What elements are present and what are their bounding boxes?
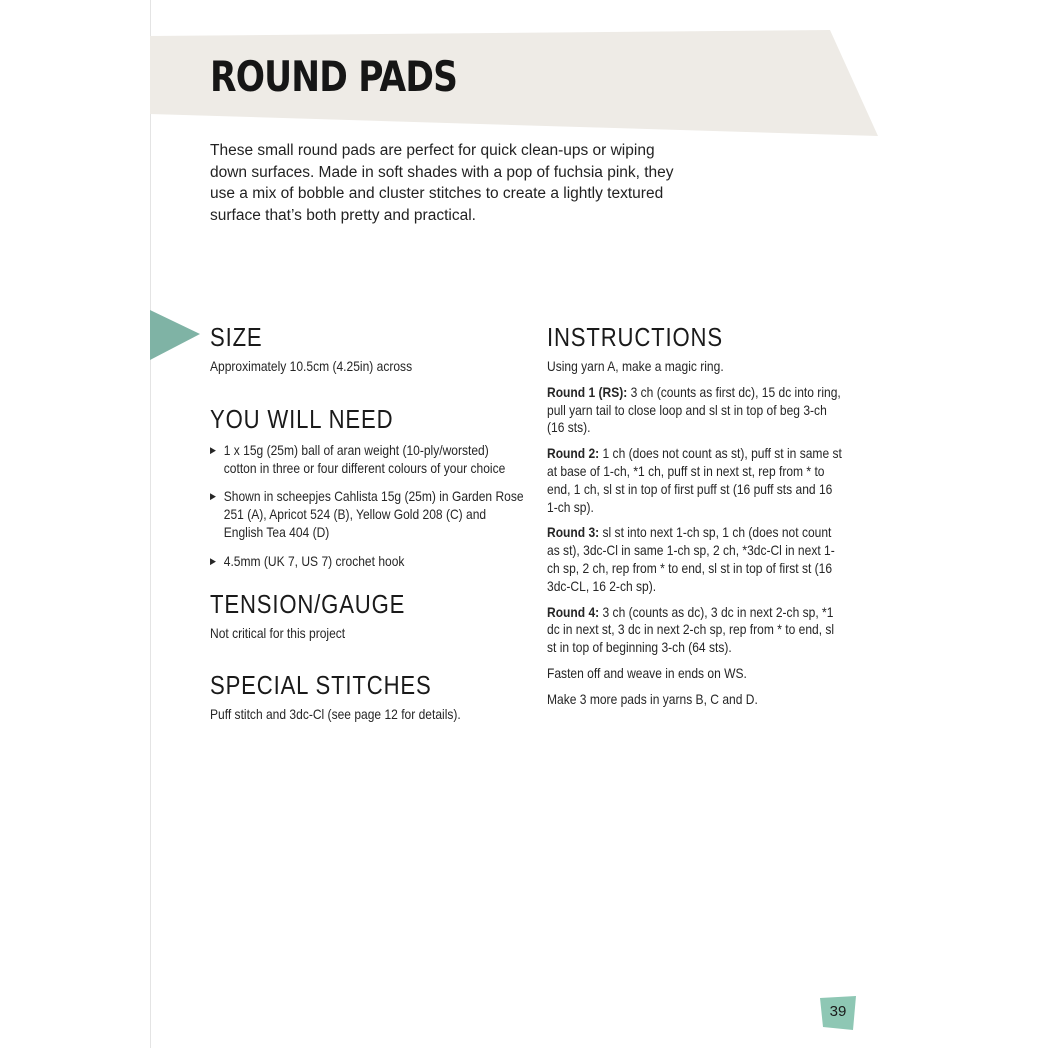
page-title: ROUND PADS [210, 52, 458, 101]
tension-heading: TENSION/GAUGE [210, 588, 406, 619]
tension-section [210, 587, 525, 643]
round-4 [547, 604, 846, 657]
instructions-heading: INSTRUCTIONS [547, 322, 723, 352]
round-label: Round 4: [547, 603, 600, 620]
right-column [547, 320, 847, 717]
special-stitches-section [210, 668, 525, 724]
size-heading: SIZE [210, 322, 263, 352]
round-label: Round 2: [547, 445, 600, 462]
round-3 [547, 524, 846, 595]
special-stitches-text: Puff stitch and 3dc-Cl (see page 12 for details). [210, 706, 461, 723]
page-number: 39 [829, 1003, 847, 1020]
left-column [210, 320, 525, 740]
instructions-intro: Using yarn A, make a magic ring. [547, 358, 724, 374]
needs-list [210, 442, 524, 571]
special-stitches-heading: SPECIAL STITCHES [210, 670, 432, 701]
round-text: 1 ch (does not count as st), puff st in same st at base of 1-ch, *1 ch, puff st in next st, rep from * to end, 1 ch, sl st in top of first puff st (16 puff sts and 16 1-ch sp). [547, 445, 842, 515]
bullet-icon: ▶ [210, 491, 216, 502]
need-item-text: 4.5mm (UK 7, US 7) crochet hook [223, 552, 405, 569]
size-text: Approximately 10.5cm (4.25in) across [210, 358, 413, 374]
you-will-need-section [210, 402, 525, 571]
fasten-off-text: Fasten off and weave in ends on WS. [547, 664, 747, 681]
list-item [210, 488, 524, 541]
need-item-text: Shown in scheepjes Cahlista 15g (25m) in Garden Rose 251 (A), Apricot 524 (B), Yellow Gold 208 (C) and English Tea 404 (D) [223, 488, 524, 540]
size-section [210, 320, 525, 376]
round-label: Round 3: [547, 524, 600, 541]
round-2 [547, 445, 846, 516]
list-item [210, 553, 524, 571]
more-pads-text: Make 3 more pads in yarns B, C and D. [547, 690, 758, 707]
intro-paragraph: These small round pads are perfect for quick clean-ups or wiping down surfaces. Made in soft shades with a pop of fuchsia pink, they use a mix of bobble and cluster stitches to create a lightly textured surface that’s both pretty and practical. [210, 142, 674, 224]
round-text: sl st into next 1-ch sp, 1 ch (does not count as st), 3dc-Cl in same 1-ch sp, 2 ch, *3dc-Cl in next 1-ch sp, 2 ch, rep from * to end, sl st in top of first st (16 3dc-CL, 16 2-ch sp). [547, 524, 835, 594]
section-marker-icon [150, 310, 200, 360]
bullet-icon: ▶ [210, 555, 216, 566]
round-1 [547, 384, 846, 437]
page-edge [150, 0, 151, 1048]
instructions-body [547, 358, 846, 709]
you-will-need-heading: YOU WILL NEED [210, 403, 394, 434]
list-item [210, 442, 524, 478]
need-item-text: 1 x 15g (25m) ball of aran weight (10-ply/worsted) cotton in three or four different colours of your choice [223, 441, 506, 476]
round-text: 3 ch (counts as first dc), 15 dc into ring, pull yarn tail to close loop and sl st in top of beg 3-ch (16 sts). [547, 383, 841, 436]
bullet-icon: ▶ [210, 444, 216, 455]
round-text: 3 ch (counts as dc), 3 dc in next 2-ch sp, *1 dc in next st, 3 dc in next 2-ch sp, rep from * to end, sl st in top of beginning 3-ch (64 sts). [547, 603, 835, 656]
tension-text: Not critical for this project [210, 624, 346, 641]
round-label: Round 1 (RS): [547, 383, 628, 400]
